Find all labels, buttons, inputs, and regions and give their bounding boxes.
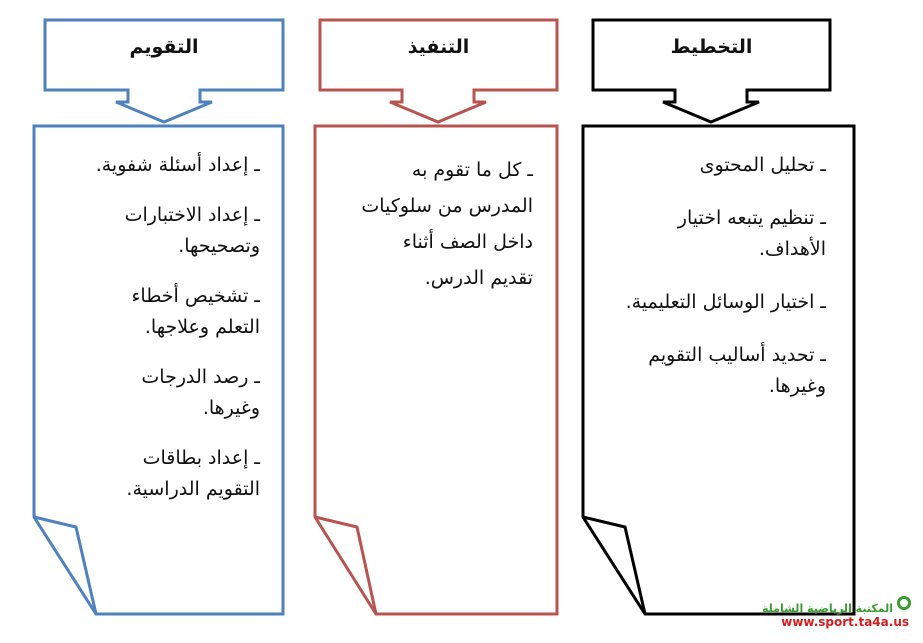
evaluation-title: التقويم <box>129 36 199 58</box>
execution-item: ـ كل ما تقوم به المدرس من سلوكيات داخل الصف أثناء تقديم الدرس. <box>361 159 533 289</box>
planning-item: ـ تحديد أساليب التقويم وغيرها. <box>648 344 826 397</box>
evaluation-item: ـ إعداد الاختبارات وتصحيحها. <box>124 204 260 257</box>
evaluation-list <box>90 150 260 524</box>
evaluation-item: ـ إعداد أسئلة شفوية. <box>95 154 260 176</box>
planning-item: ـ تنظيم يتبعه اختيار الأهداف. <box>677 207 826 260</box>
planning-title: التخطيط <box>670 36 753 58</box>
evaluation-item: ـ تشخيص أخطاء التعلم وعلاجها. <box>131 285 260 338</box>
watermark <box>762 602 909 629</box>
planning-list <box>612 150 826 421</box>
watermark-name: المكتبة الرياضية الشاملة <box>762 602 893 615</box>
watermark-url: www.sport.ta4a.us <box>781 615 909 629</box>
planning-item: ـ تحليل المحتوى <box>699 154 826 176</box>
evaluation-item: ـ رصد الدرجات وغيرها. <box>141 366 260 419</box>
planning-item: ـ اختيار الوسائل التعليمية. <box>625 291 826 313</box>
watermark-logo-icon <box>897 596 911 610</box>
evaluation-item: ـ إعداد بطاقات التقويم الدراسية. <box>126 447 260 500</box>
execution-list <box>358 152 533 315</box>
execution-title: التنفيذ <box>407 36 470 58</box>
